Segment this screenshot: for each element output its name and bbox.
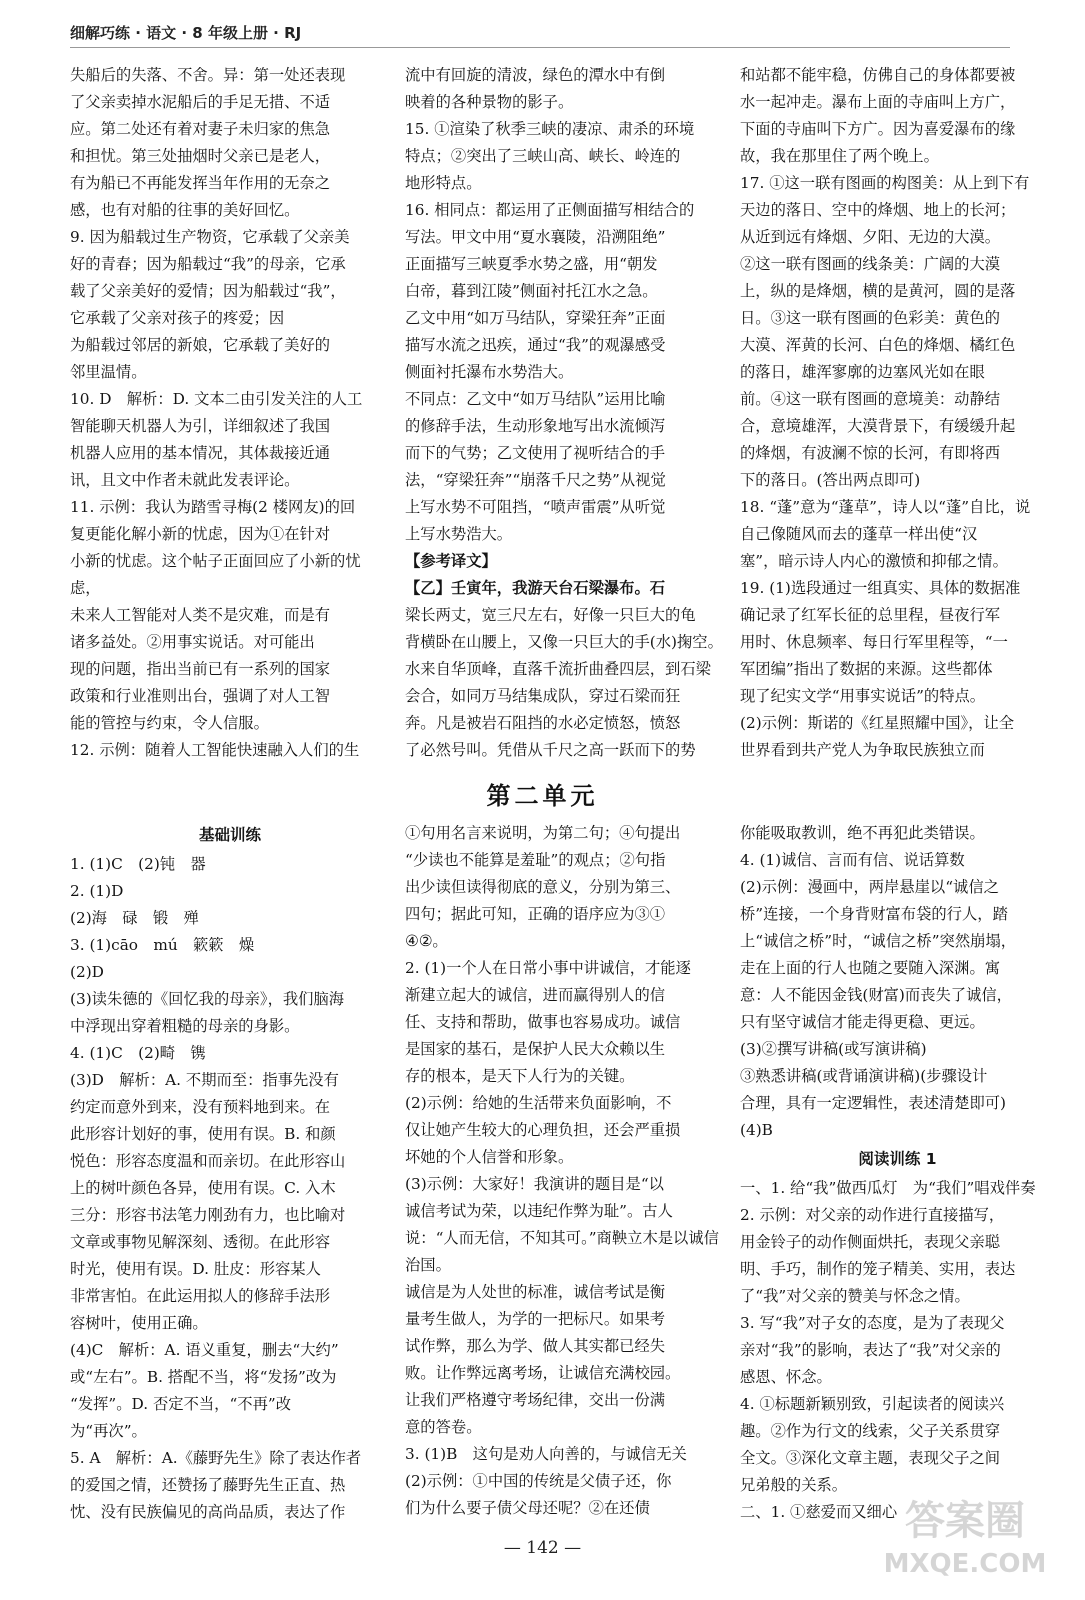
text-line: (2)D (70, 963, 104, 981)
text-line: 悦色：形容态度温和而亲切。在此形容山 (70, 1152, 346, 1170)
text-line: 是国家的基石，是保护人民大众赖以生 (405, 1040, 666, 1058)
text-line: 会合，如同万马结集成队，穿过石梁而狂 (405, 687, 681, 705)
text-line: 1. (1)C (2)钝 器 (70, 855, 206, 873)
text-line: 18. “蓬”意为“蓬草”，诗人以“蓬”自比，说 (740, 498, 1031, 516)
text-line: 诚信考试为荣，以违纪作弊为耻”。古人 (405, 1202, 673, 1220)
text-line: 用时、休息频率、每日行军里程等，“一 (740, 633, 1008, 651)
text-line: ②这一联有图画的线条美：广阔的大漠 (740, 255, 1001, 273)
text-line: 确记录了红军长征的总里程，昼夜行军 (740, 606, 1001, 624)
watermark-line1: 答案圈 (905, 1498, 1025, 1544)
text-line: (3)D 解析：A. 不期而至：指事先没有 (70, 1071, 339, 1089)
text-line: (2)示例：①中国的传统是父债子还，你 (405, 1472, 672, 1490)
text-line: “发挥”。D. 否定不当，“不再”改 (70, 1395, 291, 1413)
text-line: 复更能化解小新的忧虑，因为①在针对 (70, 525, 331, 543)
text-line: 二、1. ①慈爱而又细心 (740, 1503, 898, 1521)
text-line: 和担忧。第三处抽烟时父亲已是老人， (70, 147, 331, 165)
text-line: 侧面衬托瀑布水势浩大。 (405, 363, 574, 381)
text-line: 机器人应用的基本情况，其体裁接近通 (70, 444, 331, 462)
text-line: (2)海 碌 锻 殚 (70, 909, 199, 927)
text-line: “少读也不能算是羞耻”的观点；②句指 (405, 851, 666, 869)
text-line: 诚信是为人处世的标准，诚信考试是衡 (405, 1283, 666, 1301)
text-line: 法，“穿梁狂奔”“崩落千尺之势”从视觉 (405, 471, 666, 489)
text-line: 上的树叶颜色各异，使用有误。C. 入木 (70, 1179, 336, 1197)
text-line: 全文。③深化文章主题，表现父子之间 (740, 1449, 1001, 1467)
text-line: 时光，使用有误。D. 肚皮：形容某人 (70, 1260, 321, 1278)
text-line: 3. (1)B 这句是劝人向善的，与诚信无关 (405, 1445, 687, 1463)
text-line: 明、手巧，制作的笼子精美、实用，表达 (740, 1260, 1016, 1278)
text-line: 试作弊，那么为学、做人其实都已经失 (405, 1337, 666, 1355)
text-line: 桥”连接，一个身背财富布袋的行人，踏 (740, 905, 1008, 923)
text-line: 一、1. 给“我”做西瓜灯 为“我们”唱戏伴奏 (740, 1179, 1036, 1197)
text-line: 意：人不能因金钱(财富)而丧失了诚信， (740, 986, 1012, 1004)
column-top-left (70, 62, 390, 762)
text-line: 中浮现出穿着粗糙的母亲的身影。 (70, 1017, 300, 1035)
text-line: 4. (1)诚信、言而有信、说话算数 (740, 851, 965, 869)
text-line: 三分：形容书法笔力刚劲有力，也比喻对 (70, 1206, 346, 1224)
text-line: ④②。 (405, 932, 448, 950)
text-line: 乙文中用“如万马结队，穿梁狂奔”正面 (405, 309, 666, 327)
text-line: 存的根本，是天下人行为的关键。 (405, 1067, 635, 1085)
text-line: 2. (1)D (70, 882, 124, 900)
text-line: (2)示例：给她的生活带来负面影响，不 (405, 1094, 672, 1112)
text-line: 或“左右”。B. 搭配不当，将“发扬”改为 (70, 1368, 337, 1386)
text-line: 趣。②作为行文的线索，父子关系贯穿 (740, 1422, 1001, 1440)
text-line: 合，意境雄浑，大漠背景下，有缓缓升起 (740, 417, 1016, 435)
column-top-right (740, 62, 1055, 762)
text-line: 前。④这一联有图画的意境美：动静结 (740, 390, 1001, 408)
text-line: 现了纪实文学“用事实说话”的特点。 (740, 687, 986, 705)
text-line: 非常害怕。在此运用拟人的修辞手法形 (70, 1287, 331, 1305)
text-line (405, 1522, 725, 1525)
page-number: — 142 — (503, 1538, 582, 1558)
text-line: 量考生做人，为学的一把标尺。如果考 (405, 1310, 666, 1328)
text-line: 上写水势浩大。 (405, 525, 513, 543)
text-line: 17. ①这一联有图画的构图美：从上到下有 (740, 174, 1030, 192)
text-line: 而下的气势；乙文使用了视听结合的手 (405, 444, 666, 462)
text-line: 下的落日。(答出两点即可) (740, 471, 921, 489)
section-subheading: 阅读训练 1 (858, 1150, 937, 1168)
text-line: (3)②撰写讲稿(或写演讲稿) (740, 1040, 927, 1058)
text-line: 不同点：乙文中“如万马结队”运用比喻 (405, 390, 666, 408)
text-line: 能的管控与约束，令人信服。 (70, 714, 269, 732)
text-line: 天边的落日、空中的烽烟、地上的长河； (740, 201, 1016, 219)
text-line: 它承载了父亲对孩子的疼爱；因 (70, 309, 285, 327)
text-line: 下面的寺庙叫下方广。因为喜爱瀑布的缘 (740, 120, 1016, 138)
text-line: 小新的忧虑。这个帖子正面回应了小新的忧虑， (70, 552, 361, 597)
text-line: 兄弟般的关系。 (740, 1476, 848, 1494)
text-line: 智能聊天机器人为引，详细叙述了我国 (70, 417, 331, 435)
text-line: 写法。甲文中用“夏水襄陵，沿溯阻绝” (405, 228, 666, 246)
text-line: 失船后的失落、不舍。异：第一处还表现 (70, 66, 346, 84)
running-header: 细解巧练 · 语文 · 8 年级上册 · RJ (70, 22, 1010, 48)
text-line: 背横卧在山腰上，又像一只巨大的手(水)掬空。 (405, 633, 723, 651)
text-line: 忱、没有民族偏见的高尚品质，表达了作 (70, 1503, 346, 1521)
text-line: 你能吸取教训，绝不再犯此类错误。 (740, 824, 985, 842)
column-bottom-middle (405, 820, 725, 1525)
text-line: 应。第二处还有着对妻子未归家的焦急 (70, 120, 331, 138)
text-line: 军团编”指出了数据的来源。这些都体 (740, 660, 993, 678)
text-line: (3)读朱德的《回忆我的母亲》，我们脑海 (70, 990, 345, 1008)
text-line: 【参考译文】 (405, 552, 497, 570)
text-line: 了“我”对父亲的赞美与怀念之情。 (740, 1287, 970, 1305)
column-top-middle (405, 62, 725, 762)
text-line: 16. 相同点：都运用了正侧面描写相结合的 (405, 201, 695, 219)
text-line: 为“再次”。 (70, 1422, 147, 1440)
text-line: 们为什么要子债父母还呢？②在还债 (405, 1499, 650, 1517)
text-line: 任、支持和帮助，做事也容易成功。诚信 (405, 1013, 681, 1031)
text-line: 3. (1)cāo mú 簌簌 燥 (70, 936, 255, 954)
text-line: 败。让作弊远离考场，让诚信充满校园。 (405, 1364, 681, 1382)
text-line: 说：“人而无信，不知其可。”商鞅立木是以诚信治国。 (405, 1229, 719, 1274)
text-line: 映着的各种景物的影子。 (405, 93, 574, 111)
section-title: 第二单元 (486, 782, 599, 810)
text-line: (3)示例：大家好！我演讲的题目是“以 (405, 1175, 664, 1193)
text-line: 仅让她产生较大的心理负担，还会严重损 (405, 1121, 681, 1139)
text-line: 坏她的个人信誉和形象。 (405, 1148, 574, 1166)
text-line: 的落日，雄浑寥廓的边塞风光如在眼 (740, 363, 985, 381)
text-line: 特点；②突出了三峡山高、峡长、岭连的 (405, 147, 681, 165)
text-line: 水来自华顶峰，直落千流折曲叠四层，到石梁 (405, 660, 711, 678)
text-line: 感恩、怀念。 (740, 1368, 832, 1386)
text-line: (4)C 解析：A. 语义重复，删去“大约” (70, 1341, 339, 1359)
text-line: 19. (1)选段通过一组真实、具体的数据准 (740, 579, 1021, 597)
text-line: 奔。凡是被岩石阻挡的水必定愤怒，愤怒 (405, 714, 681, 732)
column-bottom-left (70, 820, 390, 1525)
text-line: 日。③这一联有图画的色彩美：黄色的 (740, 309, 1001, 327)
text-line: 的爱国之情，还赞扬了藤野先生正直、热 (70, 1476, 346, 1494)
text-line: 政策和行业准则出台，强调了对人工智 (70, 687, 331, 705)
text-line: 渐建立起大的诚信，进而赢得别人的信 (405, 986, 666, 1004)
text-line: 上写水势不可阻挡，“喷声雷震”从听觉 (405, 498, 666, 516)
text-line: 10. D 解析：D. 文本二由引发关注的人工 (70, 390, 363, 408)
text-line: 2. 示例：对父亲的动作进行直接描写， (740, 1206, 1005, 1224)
text-line: 上，纵的是烽烟，横的是黄河，圆的是落 (740, 282, 1016, 300)
text-line: 大漠、浑黄的长河、白色的烽烟、橘红色 (740, 336, 1016, 354)
text-line: 让我们严格遵守考场纪律，交出一份满 (405, 1391, 666, 1409)
column-bottom-right (740, 820, 1055, 1525)
text-line: 世界看到共产党人为争取民族独立而 (740, 741, 985, 759)
text-line: 3. 写“我”对子女的态度，是为了表现父 (740, 1314, 1005, 1332)
text-line: 载了父亲美好的爱情；因为船载过“我”， (70, 282, 346, 300)
watermark-line2: MXQE.COM (883, 1549, 1047, 1579)
text-line: 亲对“我”的影响，表达了“我”对父亲的 (740, 1341, 1001, 1359)
text-line: 故，我在那里住了两个晚上。 (740, 147, 939, 165)
text-line: 好的青春；因为船载过“我”的母亲，它承 (70, 255, 346, 273)
text-line: 诸多益处。②用事实说话。对可能出 (70, 633, 315, 651)
text-line: 4. (1)C (2)畸 镌 (70, 1044, 206, 1062)
text-line: (4)B (740, 1121, 773, 1139)
text-line: 自己像随风而去的蓬草一样出使“汉 (740, 525, 978, 543)
text-line: 为船载过邻居的新娘，它承载了美好的 (70, 336, 331, 354)
text-line: 未来人工智能对人类不是灾难，而是有 (70, 606, 331, 624)
text-line: 5. A 解析：A.《藤野先生》除了表达作者 (70, 1449, 362, 1467)
text-line: ①句用名言来说明，为第二句；④句提出 (405, 824, 681, 842)
text-line: 四句；据此可知，正确的语序应为③① (405, 905, 666, 923)
text-line: 只有坚守诚信才能走得更稳、更远。 (740, 1013, 985, 1031)
watermark-logo (855, 1486, 1075, 1582)
text-line: 意的答卷。 (405, 1418, 482, 1436)
text-line: 塞”，暗示诗人内心的激愤和抑郁之情。 (740, 552, 1008, 570)
text-line: 感，也有对船的往事的美好回忆。 (70, 201, 300, 219)
text-line: 用金铃子的动作侧面烘托，表现父亲聪 (740, 1233, 1001, 1251)
text-line: 现的问题，指出当前已有一系列的国家 (70, 660, 331, 678)
text-line: 15. ①渲染了秋季三峡的凄凉、肃杀的环境 (405, 120, 695, 138)
text-line: 了父亲卖掉水泥船后的手足无措、不适 (70, 93, 331, 111)
text-line: 从近到远有烽烟、夕阳、无边的大漠。 (740, 228, 1001, 246)
text-line: 的烽烟，有波澜不惊的长河，有即将西 (740, 444, 1001, 462)
text-line: (2)示例：漫画中，两岸悬崖以“诚信之 (740, 878, 999, 896)
text-line: 梁长两丈，宽三尺左右，好像一只巨大的龟 (405, 606, 696, 624)
text-line: 4. ①标题新颖别致，引起读者的阅读兴 (740, 1395, 1005, 1413)
text-line: 讯，且文中作者未就此发表评论。 (70, 471, 300, 489)
text-line: 水一起冲走。瀑布上面的寺庙叫上方广， (740, 93, 1016, 111)
text-line: 2. (1)一个人在日常小事中讲诚信，才能逐 (405, 959, 691, 977)
text-line: 走在上面的行人也随之要随入深渊。寓 (740, 959, 1001, 977)
text-line: 有为船已不再能发挥当年作用的无奈之 (70, 174, 331, 192)
text-line: 地形特点。 (405, 174, 482, 192)
text-line: 流中有回旋的清波，绿色的潭水中有倒 (405, 66, 666, 84)
text-line: 的修辞手法，生动形象地写出水流倾泻 (405, 417, 666, 435)
text-line: 此形容计划好的事，使用有误。B. 和颜 (70, 1125, 336, 1143)
text-line: 正面描写三峡夏季水势之盛，用“朝发 (405, 255, 658, 273)
text-line: 约定而意外到来，没有预料地到来。在 (70, 1098, 331, 1116)
text-line: 白帝，暮到江陵”侧面衬托江水之急。 (405, 282, 658, 300)
text-line: 和站都不能牢稳，仿佛自己的身体都要被 (740, 66, 1016, 84)
text-line: 描写水流之迅疾，通过“我”的观瀑感受 (405, 336, 666, 354)
text-line: 邻里温情。 (70, 363, 147, 381)
text-line: 文章或事物见解深刻、透彻。在此形容 (70, 1233, 331, 1251)
text-line: 上“诚信之桥”时，“诚信之桥”突然崩塌， (740, 932, 1017, 950)
text-line: 【乙】壬寅年，我游天台石梁瀑布。石 (405, 579, 666, 597)
text-line: 合理，具有一定逻辑性，表述清楚即可) (740, 1094, 1007, 1112)
text-line: ③熟悉讲稿(或背诵演讲稿)(步骤设计 (740, 1067, 988, 1085)
text-line: 了必然号叫。凭借从千尺之高一跃而下的势 (405, 741, 696, 759)
section-subheading: 基础训练 (198, 826, 261, 844)
text-line: 9. 因为船载过生产物资，它承载了父亲美 (70, 228, 350, 246)
text-line: 12. 示例：随着人工智能快速融入人们的生 (70, 741, 360, 759)
text-line: 出少读但读得彻底的意义，分别为第三、 (405, 878, 681, 896)
text-line: 11. 示例：我认为踏雪寻梅(2 楼网友)的回 (70, 498, 356, 516)
text-line: 容树叶，使用正确。 (70, 1314, 208, 1332)
text-line: (2)示例：斯诺的《红星照耀中国》，让全 (740, 714, 1015, 732)
